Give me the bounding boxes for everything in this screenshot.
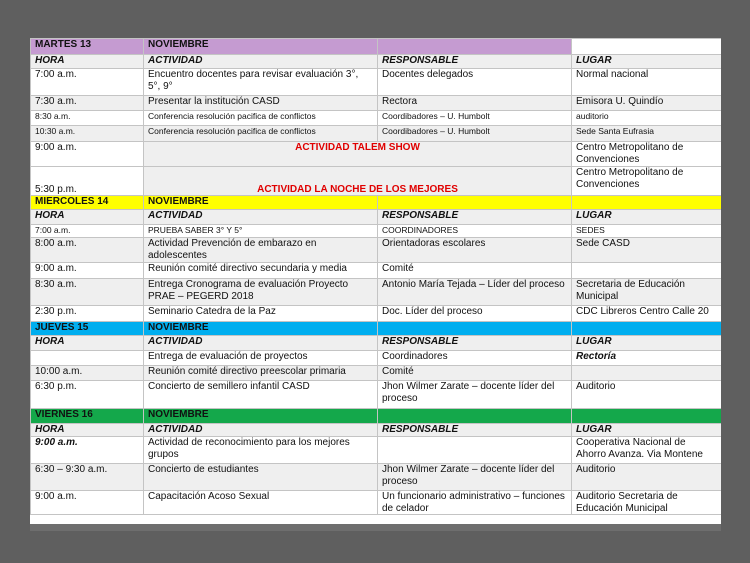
lugar-cell: Sede Santa Eufrasia [572,126,722,142]
hora-cell: 5:30 p.m. [31,167,144,196]
day-header-row [31,322,722,336]
event-title: ACTIVIDAD TALEM SHOW [144,142,572,167]
hora-header: HORA [31,210,144,225]
hora-cell: 10:00 a.m. [31,366,144,381]
hora-cell: 7:00 a.m. [31,225,144,238]
day-header-row [31,196,722,210]
day-header-row [31,39,722,55]
actividad-cell: Concierto de semillero infantil CASD [144,381,378,409]
day-label: MARTES 13 [31,39,144,55]
empty-cell [378,322,572,336]
lugar-header: LUGAR [572,336,722,351]
lugar-cell: Secretaria de Educación Municipal [572,279,722,306]
month-label: NOVIEMBRE [144,409,378,424]
day-label: JUEVES 15 [31,322,144,336]
lugar-cell: CDC Libreros Centro Calle 20 [572,306,722,322]
actividad-header: ACTIVIDAD [144,55,378,69]
hora-cell: 9:00 a.m. [31,491,144,515]
actividad-cell: Actividad Prevención de embarazo en adolescentes [144,238,378,263]
lugar-cell: Auditorio [572,464,722,491]
actividad-cell: Capacitación Acoso Sexual [144,491,378,515]
hora-cell: 6:30 – 9:30 a.m. [31,464,144,491]
column-header-row [31,210,722,225]
actividad-header: ACTIVIDAD [144,424,378,437]
lugar-header: LUGAR [572,55,722,69]
responsable-cell [378,437,572,464]
hora-cell: 6:30 p.m. [31,381,144,409]
actividad-cell: Reunión comité directivo preescolar primaria [144,366,378,381]
responsable-cell: COORDINADORES [378,225,572,238]
responsable-header: RESPONSABLE [378,336,572,351]
table-row [31,464,722,491]
month-label: NOVIEMBRE [144,196,378,210]
lugar-cell: Sede CASD [572,238,722,263]
actividad-cell: Conferencia resolución pacifica de conflictos [144,126,378,142]
responsable-cell: Comité [378,263,572,279]
hora-header: HORA [31,424,144,437]
schedule-table [30,38,721,515]
empty-cell [378,409,572,424]
table-row [31,437,722,464]
actividad-header: ACTIVIDAD [144,210,378,225]
empty-cell [572,196,722,210]
event-title: ACTIVIDAD LA NOCHE DE LOS MEJORES [144,167,572,196]
lugar-cell: Normal nacional [572,69,722,96]
actividad-cell: Actividad de reconocimiento para los mejores grupos [144,437,378,464]
actividad-cell: Presentar la institución CASD [144,96,378,111]
actividad-cell: Reunión comité directivo secundaria y media [144,263,378,279]
lugar-cell: Centro Metropolitano de Convenciones [572,142,722,167]
actividad-cell: Encuentro docentes para revisar evaluación 3°, 5°, 9° [144,69,378,96]
table-row [31,491,722,515]
hora-cell: 10:30 a.m. [31,126,144,142]
event-row [31,142,722,167]
hora-cell [31,351,144,366]
hora-header: HORA [31,336,144,351]
day-label: MIERCOLES 14 [31,196,144,210]
table-row [31,96,722,111]
table-row [31,225,722,238]
table-row [31,238,722,263]
responsable-cell: Jhon Wilmer Zarate – docente líder del proceso [378,381,572,409]
responsable-cell: Un funcionario administrativo – funciones de celador [378,491,572,515]
hora-cell: 7:00 a.m. [31,69,144,96]
lugar-cell: Rectoría [572,351,722,366]
empty-cell [572,409,722,424]
actividad-cell: Entrega de evaluación de proyectos [144,351,378,366]
responsable-cell: Coordibadores – U. Humbolt [378,126,572,142]
table-row [31,69,722,96]
column-header-row [31,55,722,69]
lugar-cell: Auditorio Secretaria de Educación Municipal [572,491,722,515]
responsable-cell: Antonio María Tejada – Líder del proceso [378,279,572,306]
table-row [31,279,722,306]
lugar-cell: auditorio [572,111,722,126]
hora-cell: 8:00 a.m. [31,238,144,263]
responsable-header: RESPONSABLE [378,210,572,225]
empty-cell [378,196,572,210]
hora-cell: 2:30 p.m. [31,306,144,322]
month-label: NOVIEMBRE [144,39,378,55]
responsable-cell: Jhon Wilmer Zarate – docente líder del proceso [378,464,572,491]
actividad-header: ACTIVIDAD [144,336,378,351]
responsable-cell: Coordinadores [378,351,572,366]
actividad-cell: Seminario Catedra de la Paz [144,306,378,322]
responsable-cell: Rectora [378,96,572,111]
responsable-cell: Coordibadores – U. Humbolt [378,111,572,126]
lugar-cell: SEDES [572,225,722,238]
day-label: VIERNES 16 [31,409,144,424]
empty-cell [572,39,722,55]
responsable-cell: Orientadoras escolares [378,238,572,263]
table-row [31,126,722,142]
bottom-bar [30,524,721,531]
hora-header: HORA [31,55,144,69]
lugar-cell [572,263,722,279]
hora-cell: 8:30 a.m. [31,279,144,306]
responsable-cell: Docentes delegados [378,69,572,96]
day-header-row [31,409,722,424]
table-row [31,366,722,381]
responsable-header: RESPONSABLE [378,424,572,437]
table-row [31,306,722,322]
lugar-cell [572,366,722,381]
column-header-row [31,424,722,437]
hora-cell: 7:30 a.m. [31,96,144,111]
table-row [31,263,722,279]
lugar-cell: Cooperativa Nacional de Ahorro Avanza. Via Montene [572,437,722,464]
responsable-cell: Doc. Líder del proceso [378,306,572,322]
lugar-header: LUGAR [572,424,722,437]
lugar-cell: Auditorio [572,381,722,409]
hora-cell: 9:00 a.m. [31,437,144,464]
actividad-cell: Conferencia resolución pacifica de conflictos [144,111,378,126]
responsable-header: RESPONSABLE [378,55,572,69]
empty-cell [572,322,722,336]
actividad-cell: Entrega Cronograma de evaluación Proyecto PRAE – PEGERD 2018 [144,279,378,306]
column-header-row [31,336,722,351]
responsable-cell: Comité [378,366,572,381]
hora-cell: 8:30 a.m. [31,111,144,126]
empty-cell [378,39,572,55]
hora-cell: 9:00 a.m. [31,142,144,167]
schedule-sheet [30,38,721,531]
table-row [31,111,722,126]
actividad-cell: PRUEBA SABER 3° Y 5° [144,225,378,238]
event-row [31,167,722,196]
actividad-cell: Concierto de estudiantes [144,464,378,491]
table-row [31,351,722,366]
lugar-cell: Emisora U. Quindío [572,96,722,111]
table-row [31,381,722,409]
month-label: NOVIEMBRE [144,322,378,336]
lugar-header: LUGAR [572,210,722,225]
lugar-cell: Centro Metropolitano de Convenciones [572,167,722,196]
hora-cell: 9:00 a.m. [31,263,144,279]
